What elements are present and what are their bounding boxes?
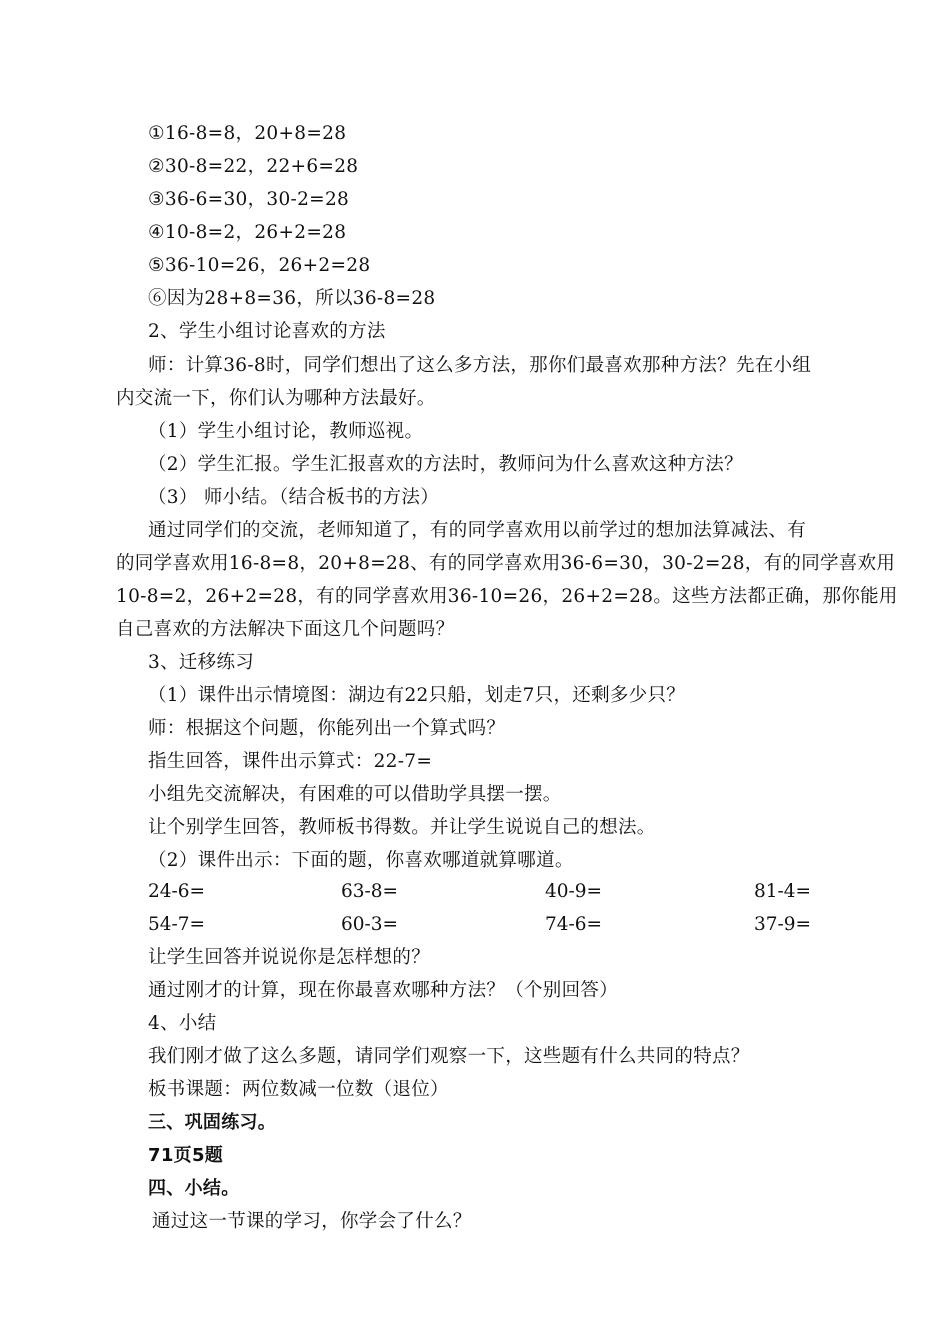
teacher-prompt-line-2: 内交流一下，你们认为哪种方法最好。 — [116, 388, 436, 409]
exercise-item: 37-9= — [754, 914, 812, 935]
method-6: ⑥因为28+8=36，所以36-8=28 — [148, 288, 436, 309]
step-1: （1）学生小组讨论，教师巡视。 — [148, 421, 424, 442]
section-4-p2: 板书课题：两位数减一位数（退位） — [148, 1079, 449, 1100]
method-1: ①16-8=8，20+8=28 — [148, 123, 347, 144]
section-3-p5: 让个别学生回答，教师板书得数。并让学生说说自己的想法。 — [148, 817, 656, 838]
exercise-item: 63-8= — [341, 881, 399, 902]
method-5: ⑤36-10=26，26+2=28 — [148, 255, 371, 276]
section-3-p8: 通过刚才的计算，现在你最喜欢哪种方法？（个别回答） — [148, 980, 619, 1001]
method-3: ③36-6=30，30-2=28 — [148, 189, 350, 210]
method-2: ②30-8=22，22+6=28 — [148, 156, 359, 177]
summary-line-2: 的同学喜欢用16-8=8，20+8=28、有的同学喜欢用36-6=30，30-2=28，有的同学喜欢用 — [116, 553, 896, 574]
method-4: ④10-8=2，26+2=28 — [148, 222, 347, 243]
section-3-heading: 3、迁移练习 — [148, 652, 255, 673]
exercise-item: 54-7= — [148, 914, 206, 935]
exercise-item: 74-6= — [545, 914, 603, 935]
teacher-prompt-line-1: 师：计算36-8时，同学们想出了这么多方法，那你们最喜欢那种方法？先在小组 — [148, 355, 812, 376]
part-4-heading: 四、小结。 — [148, 1178, 240, 1199]
section-3-p4: 小组先交流解决，有困难的可以借助学具摆一摆。 — [148, 784, 562, 805]
section-3-p3: 指生回答，课件出示算式：22-7= — [148, 751, 433, 772]
exercise-item: 40-9= — [545, 881, 603, 902]
exercise-item: 81-4= — [754, 881, 812, 902]
summary-line-4: 自己喜欢的方法解决下面这几个问题吗？ — [116, 619, 455, 640]
section-3-p7: 让学生回答并说说你是怎样想的？ — [148, 947, 431, 968]
step-3: （3） 师小结。（结合板书的方法） — [148, 487, 440, 508]
exercise-item: 60-3= — [341, 914, 399, 935]
part-3-item: 71页5题 — [148, 1145, 224, 1166]
section-3-p6: （2）课件出示：下面的题，你喜欢哪道就算哪道。 — [148, 850, 574, 871]
section-4-p1: 我们刚才做了这么多题，请同学们观察一下，这些题有什么共同的特点？ — [148, 1046, 750, 1067]
part-3-heading: 三、巩固练习。 — [148, 1112, 277, 1133]
summary-line-3: 10-8=2，26+2=28，有的同学喜欢用36-10=26，26+2=28。这些方法都正确，那你能用 — [116, 586, 898, 607]
section-2-heading: 2、学生小组讨论喜欢的方法 — [148, 321, 386, 342]
closing-question: 通过这一节课的学习，你学会了什么？ — [152, 1211, 472, 1232]
section-3-p1: （1）课件出示情境图：湖边有22只船，划走7只，还剩多少只？ — [148, 685, 686, 706]
step-2: （2）学生汇报。学生汇报喜欢的方法时，教师问为什么喜欢这种方法？ — [148, 454, 743, 475]
exercise-item: 24-6= — [148, 881, 206, 902]
section-4-heading: 4、小结 — [148, 1013, 217, 1034]
section-3-p2: 师：根据这个问题，你能列出一个算式吗？ — [148, 718, 506, 739]
summary-line-1: 通过同学们的交流，老师知道了，有的同学喜欢用以前学过的想加法算减法、有 — [148, 520, 807, 541]
